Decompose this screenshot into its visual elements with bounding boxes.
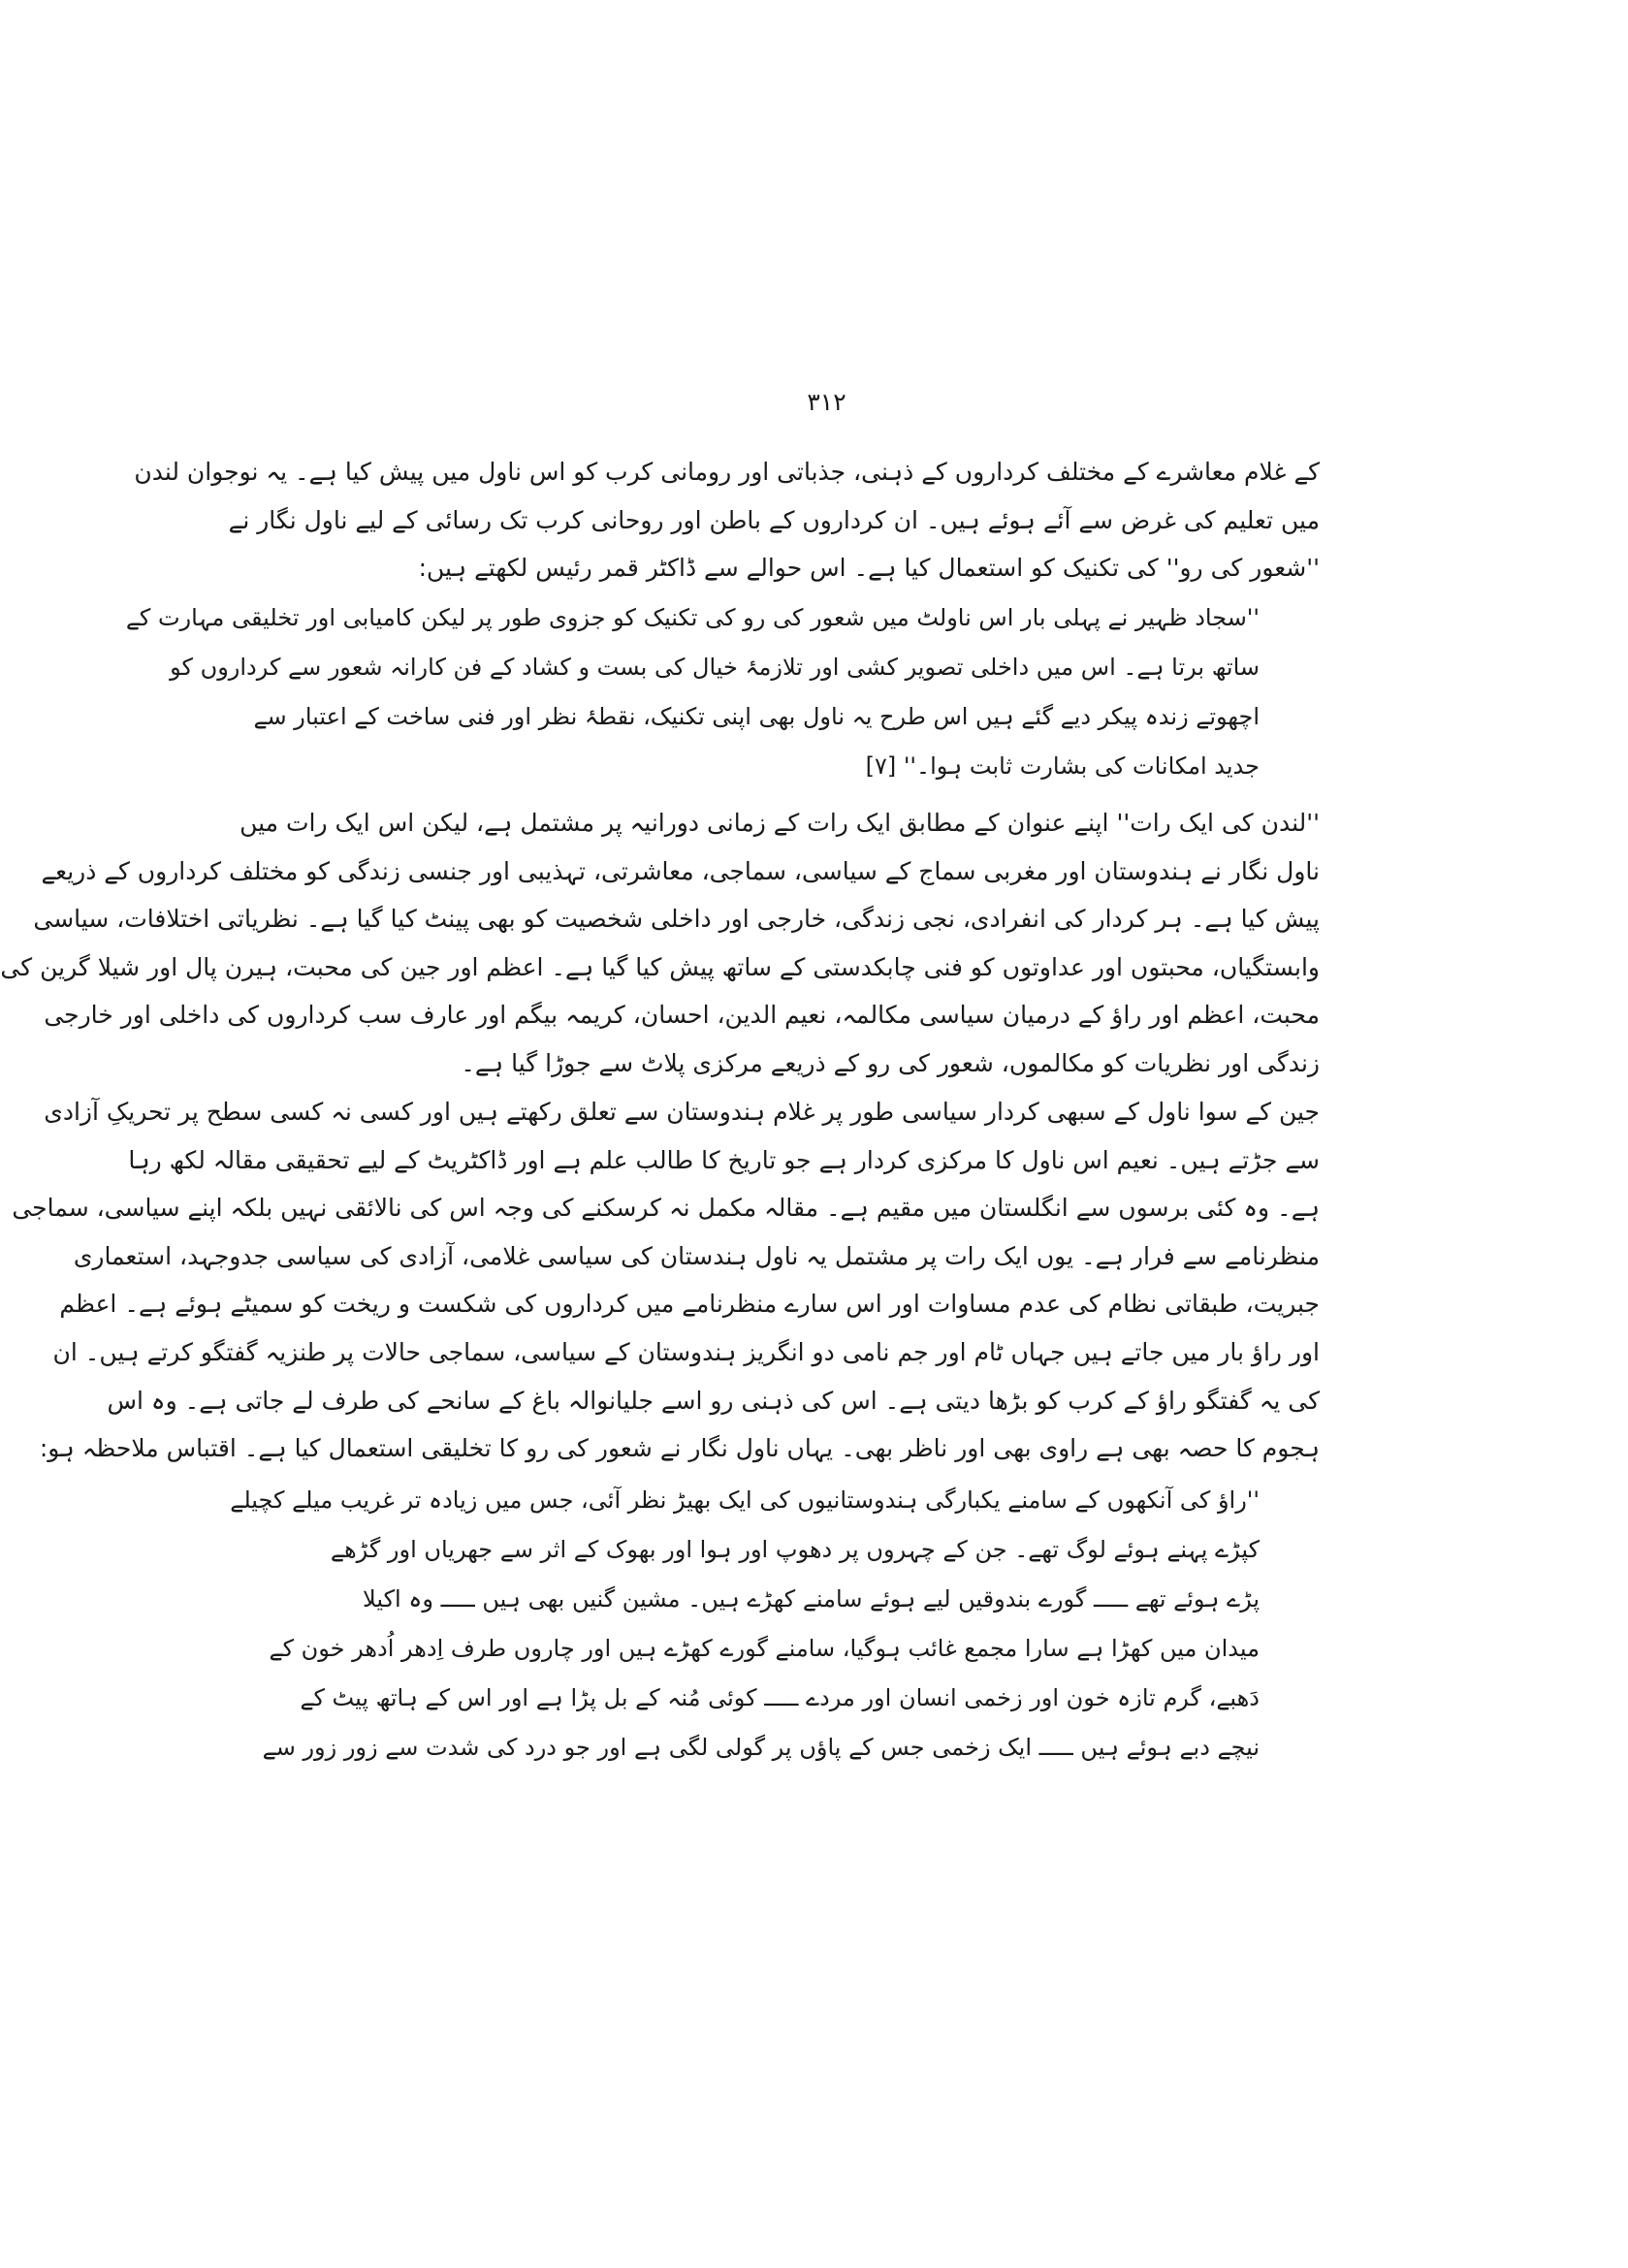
paragraph-3: [12, 1088, 1320, 1473]
quote-line: میدان میں کھڑا ہے سارا مجمع غائب ہوگیا، سامنے گورے کھڑے ہیں اور چاروں طرف اِدھر اُدھر خون کے: [269, 1635, 1260, 1662]
text-line: سے جڑتے ہیں۔ نعیم اس ناول کا مرکزی کردار ہے جو تاریخ کا طالب علم ہے اور ڈاکٹریٹ کے لیے تحقیقی مقالہ لکھ رہا: [128, 1145, 1320, 1174]
text-line: ہے۔ وہ کئی برسوں سے انگلستان میں مقیم ہے۔ مقالہ مکمل نہ کرسکنے کی وجہ اس کی نالائقی نہیں بلکہ اپنے سیاسی، سماجی: [12, 1194, 1320, 1223]
quote-line: اچھوتے زندہ پیکر دیے گئے ہیں اس طرح یہ ناول بھی اپنی تکنیک، نقطۂ نظر اور فنی ساخت کے اعتبار سے: [253, 703, 1260, 730]
text-line: اور راؤ بار میں جاتے ہیں جہاں ٹام اور جم نامی دو انگریز ہندوستان کے سیاسی، سماجی حالات پر طنزیہ گفتگو کرتے ہیں۔ ان: [52, 1337, 1320, 1366]
text-line: پیش کیا ہے۔ ہر کردار کی انفرادی، نجی زندگی، خارجی اور داخلی شخصیت کو بھی پینٹ کیا گیا ہے۔ نظریاتی اختلافات، سیاسی: [33, 905, 1320, 934]
quote-line: دَھبے، گرم تازہ خون اور زخمی انسان اور مردے ـــــ کوئی مُنہ کے بل پڑا ہے اور اس کے ہاتھ پیٹ کے: [300, 1684, 1260, 1711]
text-line: زندگی اور نظریات کو مکالموں، شعور کی رو کے ذریعے مرکزی پلاٹ سے جوڑا گیا ہے۔: [461, 1048, 1320, 1077]
block-quote-2: [230, 1476, 1260, 1773]
text-line: ''لندن کی ایک رات'' اپنے عنوان کے مطابق ایک رات کے زمانی دورانیہ پر مشتمل ہے، لیکن اس ایک رات میں: [239, 809, 1320, 837]
text-line: وابستگیاں، محبتوں اور عداوتوں کو فنی چابکدستی کے ساتھ پیش کیا گیا ہے۔ اعظم اور جین کی محبت، ہیرن پال اور شیلا گرین کی: [0, 952, 1320, 981]
paragraph-1: [134, 448, 1320, 592]
quote-line: نیچے دبے ہوئے ہیں ـــــ ایک زخمی جس کے پاؤں پر گولی لگی ہے اور جو درد کی شدت سے زور زور سے: [262, 1734, 1260, 1761]
quote-line: کپڑے پہنے ہوئے لوگ تھے۔ جن کے چہروں پر دھوپ اور ہوا اور بھوک کے اثر سے جھریاں اور گڑھے: [330, 1536, 1260, 1563]
quote-line: ''سجاد ظہیر نے پہلی بار اس ناولٹ میں شعور کی رو کی تکنیک کو جزوی طور پر لیکن کامیابی اور تخلیقی مہارت کے: [125, 604, 1260, 631]
text-line: منظرنامے سے فرار ہے۔ یوں ایک رات پر مشتمل یہ ناول ہندستان کی سیاسی غلامی، آزادی کی سیاسی جدوجہد، استعماری: [73, 1241, 1320, 1270]
text-line: کے غلام معاشرے کے مختلف کرداروں کے ذہنی، جذباتی اور رومانی کرب کو اس ناول میں پیش کیا ہے۔ یہ نوجوان لندن: [134, 458, 1320, 486]
paragraph-2: [0, 799, 1320, 1088]
text-line: ہجوم کا حصہ بھی ہے راوی بھی اور ناظر بھی۔ یہاں ناول نگار نے شعور کی رو کا تخلیقی استعمال کیا ہے۔ اقتباس ملاحظہ ہو:: [39, 1434, 1320, 1463]
text-line: میں تعلیم کی غرض سے آئے ہوئے ہیں۔ ان کرداروں کے باطن اور روحانی کرب تک رسائی کے لیے ناول نگار نے: [228, 505, 1320, 534]
quote-line: جدید امکانات کی بشارت ثابت ہوا۔'' [۷]: [865, 752, 1260, 780]
text-line: جبریت، طبقاتی نظام کی عدم مساوات اور اس سارے منظرنامے میں کرداروں کی شکست و ریخت کو سمیٹے ہوئے ہے۔ اعظم: [59, 1290, 1320, 1319]
text-line: ناول نگار نے ہندوستان اور مغربی سماج کے سیاسی، سماجی، معاشرتی، تہذیبی اور جنسی زندگی کو مختلف کرداروں کے ذریعے: [41, 856, 1320, 885]
text-line: جین کے سوا ناول کے سبھی کردار سیاسی طور پر غلام ہندوستان سے تعلق رکھتے ہیں اور کسی نہ کسی سطح پر تحریکِ آزادی: [44, 1098, 1320, 1126]
text-line: کی یہ گفتگو راؤ کے کرب کو بڑھا دیتی ہے۔ اس کی ذہنی رو اسے جلیانوالہ باغ کے سانحے کی طرف لے جاتی ہے۔ وہ اس: [107, 1386, 1320, 1415]
text-line: محبت، اعظم اور راؤ کے درمیان سیاسی مکالمہ، نعیم الدین، احسان، کریمہ بیگم اور عارف سب کرداروں کی داخلی اور خارجی: [44, 1001, 1320, 1030]
block-quote-1: [125, 593, 1260, 791]
quote-line: پڑے ہوئے تھے ـــــ گورے بندوقیں لیے ہوئے سامنے کھڑے ہیں۔ مشین گنیں بھی ہیں ـــــ وہ اکیلا: [363, 1585, 1260, 1613]
text-line: ''شعور کی رو'' کی تکنیک کو استعمال کیا ہے۔ اس حوالے سے ڈاکٹر قمر رئیس لکھتے ہیں:: [418, 554, 1320, 583]
quote-line: ''راؤ کی آنکھوں کے سامنے یکبارگی ہندوستانیوں کی ایک بھیڑ نظر آئی، جس میں زیادہ تر غریب میلے کچیلے: [230, 1486, 1260, 1514]
page-number: ۳۱۲: [807, 388, 846, 416]
quote-line: ساتھ برتا ہے۔ اس میں داخلی تصویر کشی اور تلازمۂ خیال کی بست و کشاد کے فن کارانہ شعور سے کرداروں کو: [170, 654, 1260, 681]
